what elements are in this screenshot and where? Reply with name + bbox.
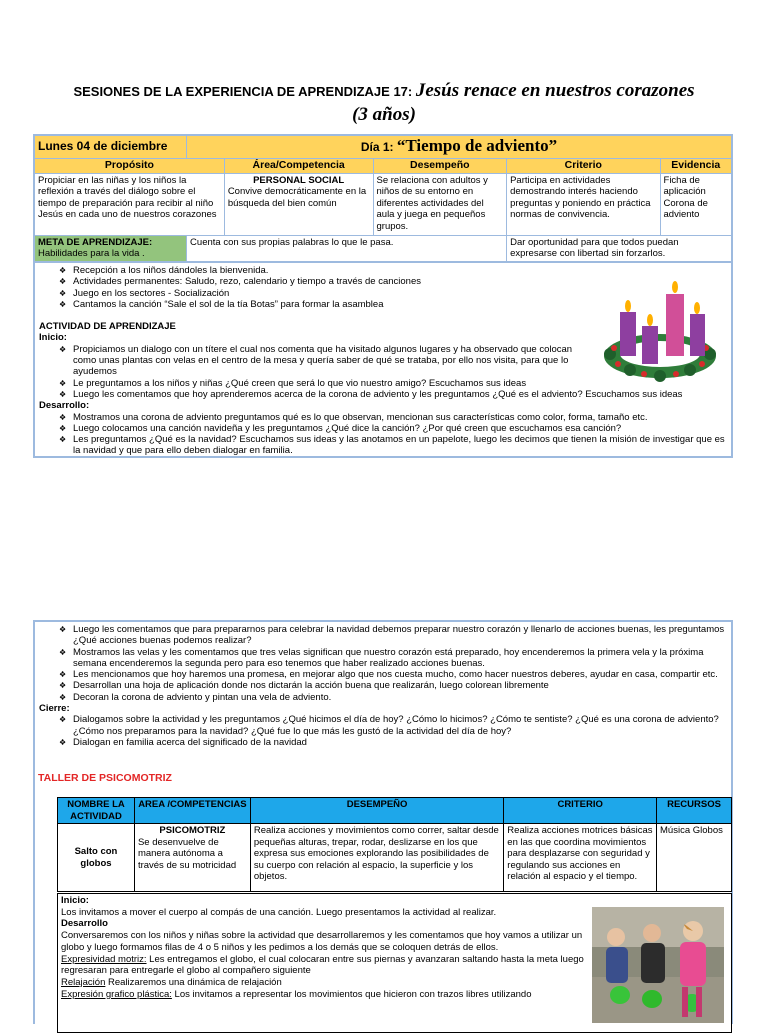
list-item: ❖ Luego colocamos una canción navideña y les preguntamos ¿Qué dice la canción? ¿Por qué creen que escuchamos esa canción? [39,423,727,434]
session-table [33,134,733,263]
list-item: ❖ Decoran la corona de adviento y pintan una vela de adviento. [39,692,727,703]
psico-recursos: Música Globos [657,824,732,892]
cell-area [224,173,373,235]
psico-area-title: PSICOMOTRIZ [159,825,226,836]
list-item: ❖ Juego en los sectores - Socialización [39,288,727,299]
psicomotriz-table [57,797,732,892]
meta-label-cell [34,235,187,262]
psico-criterio: Realiza acciones motrices básicas en las que coordina movimientos para desplazarse con seguridad y regulando sus acciones en relación al espacio y el tiempo. [504,824,657,892]
list-item: ❖ Mostramos una corona de adviento preguntamos qué es lo que observan, mencionan sus características como color, forma, tamaño etc. [39,412,727,423]
list-item: ❖ Desarrollan una hoja de aplicación donde nos dictarán la acción buena que realizarán, luego colorean libremente [39,680,727,691]
list-item: ❖ Propiciamos un dialogo con un títere el cual nos comenta que ha visitado algunos lugares y ha observado que colocan como unas plantas con velas en el centro de la mesa y quería saber de qué se trataba, por ello nos visita, para que lo ayudemos [39,344,577,378]
psico-inicio-label: Inicio: [61,895,89,906]
expresividad-label: Expresividad motriz: [61,953,147,965]
area-title: PERSONAL SOCIAL [253,174,345,186]
meta-sub: Habilidades para la vida . [38,248,145,259]
advent-wreath-image [600,270,720,388]
document-title [0,80,768,102]
header-proposito: Propósito [34,159,224,174]
list-item: ❖ Le preguntamos a los niños y niñas ¿Qué creen que será lo que vio nuestro amigo? Escuchamos sus ideas [39,378,727,389]
expresividad-text: Les entregamos el globo, el cual colocaran entre sus piernas y avanzaran saltando hasta la meta luego regresaran para entregarle el globo al compañero siguiente [61,953,584,977]
list-item: ❖ Dialogan en familia acerca del significado de la navidad [39,737,727,748]
continued-list [39,624,727,703]
list-item: ❖ Les preguntamos ¿Qué es la navidad? Escuchamos sus ideas y las anotamos en un papelote, luego les decimos que tienen la misión de investigar que es la navidad y que para ello deben dialogar en familia. [39,434,727,457]
psico-inicio-text: Los invitamos a mover el cuerpo al compás de una canción. Luego presentamos la actividad al realizar. [61,906,497,918]
list-item: ❖ Luego les comentamos que hoy aprenderemos acerca de la corona de adviento y les preguntamos ¿Qué es el adviento? Escuchamos sus ideas [39,389,727,400]
list-item: ❖ Dialogamos sobre la actividad y les preguntamos ¿Qué hicimos el día de hoy? ¿Cómo lo hicimos? ¿Cómo te sentiste? ¿Qué es una corona de adviento? ¿Cómo nos preparamos para la navidad? ¿Qué fue lo que más les gustó de la actividad del día de hoy? [39,714,727,737]
area-text: Convive democráticamente en la búsqueda del bien común [227,186,367,209]
psico-desempeno: Realiza acciones y movimientos como correr, saltar desde pequeñas alturas, trepar, rodar, deslizarse en los que expresa sus emociones explorando las posibilidades de su cuerpo con relación al espacio, la superficie y los objetos. [250,824,503,892]
list-item: ❖ Cantamos la canción “Sale el sol de la tía Botas” para formar la asamblea [39,299,727,310]
title-italic: Jesús renace en nuestros corazones [415,80,695,101]
children-balloons-photo [592,907,724,1023]
meta-col2: Cuenta con sus propias palabras lo que le pasa. [187,235,507,262]
psico-header-area: AREA /COMPETENCIAS [134,798,250,824]
cierre-label: Cierre: [39,703,70,715]
list-item: ❖ Mostramos las velas y les comentamos que tres velas significan que nuestro corazón está preparado, hoy encenderemos la primera vela y la próxima semana encenderemos la segunda pero para eso tenemos que haber realizado acciones buenas. [39,647,727,670]
header-area: Área/Competencia [224,159,373,174]
expresion-text: Los invitamos a representar los movimientos que hicieron con trazos libres utilizando [171,988,532,1000]
header-desempeno: Desempeño [373,159,507,174]
psico-header-criterio: CRITERIO [504,798,657,824]
cierre-list [39,714,727,748]
meta-col3: Dar oportunidad para que todos puedan expresarse con libertad sin forzarlos. [507,235,732,262]
session-day [187,135,732,159]
day-title: “Tiempo de adviento” [396,136,558,156]
psico-area-text: Se desenvuelve de manera autónoma a través de su motricidad [137,836,237,871]
taller-title: TALLER DE PSICOMOTRIZ [38,772,172,784]
activity-heading: ACTIVIDAD DE APRENDIZAJE [39,321,176,333]
psico-header-nombre: NOMBRE LA ACTIVIDAD [58,798,135,824]
psico-area [134,824,250,892]
day-prefix: Día 1: [360,140,397,155]
inicio-label: Inicio: [39,332,67,344]
psico-header-desempeno: DESEMPEÑO [250,798,503,824]
desarrollo-list [39,412,727,457]
psico-desarrollo-text: Conversaremos con los niños y niñas sobre la actividad que desarrollaremos y les comentamos que hoy vamos a utilizar un globo y luego formamos filas de 4 o 5 niños y les pedimos a los demás que se coloquen detrás de ellos. [61,930,583,953]
list-item: ❖ Actividades permanentes: Saludo, rezo, calendario y tiempo a través de canciones [39,276,727,287]
relajacion-text: Realizaremos una dinámica de relajación [105,976,282,988]
expresion-label: Expresión grafico plástica: [61,988,172,1000]
session-date: Lunes 04 de diciembre [34,135,187,159]
psico-header-recursos: RECURSOS [657,798,732,824]
cell-desempeno: Se relaciona con adultos y niños de su entorno en diferentes actividades del aula y juega en pequeños grupos. [373,173,507,235]
psico-desarrollo-label: Desarrollo [61,918,108,930]
header-criterio: Criterio [507,159,660,174]
cell-evidencia: Ficha de aplicación Corona de adviento [660,173,732,235]
list-item: ❖ Recepción a los niños dándoles la bienvenida. [39,265,727,276]
cell-criterio: Participa en actividades demostrando interés haciendo preguntas y poniendo en práctica normas de convivencia. [507,173,660,235]
document-subtitle: (3 años) [352,104,416,125]
meta-label: META DE APRENDIZAJE: [38,236,153,248]
relajacion-label: Relajación [61,976,106,988]
list-item: ❖ Les mencionamos que hoy haremos una promesa, en mejorar algo que nos cuesta mucho, como hacer nuestros deberes, ayudar en casa, compartir etc. [39,669,727,680]
header-evidencia: Evidencia [660,159,732,174]
list-item: ❖ Luego les comentamos que para prepararnos para celebrar la navidad debemos preparar nuestro corazón y llenarlo de acciones buenas, les preguntamos ¿Qué acciones buenas podemos realizar? [39,624,727,647]
psico-nombre: Salto con globos [58,824,135,892]
title-plain: SESIONES DE LA EXPERIENCIA DE APRENDIZAJE 17: [73,84,413,99]
cell-proposito: Propiciar en las niñas y los niños la reflexión a través del diálogo sobre el tiempo de preparación para recibir al niño Jesús en cada uno de nuestros corazones [34,173,224,235]
desarrollo-label: Desarrollo: [39,400,90,412]
